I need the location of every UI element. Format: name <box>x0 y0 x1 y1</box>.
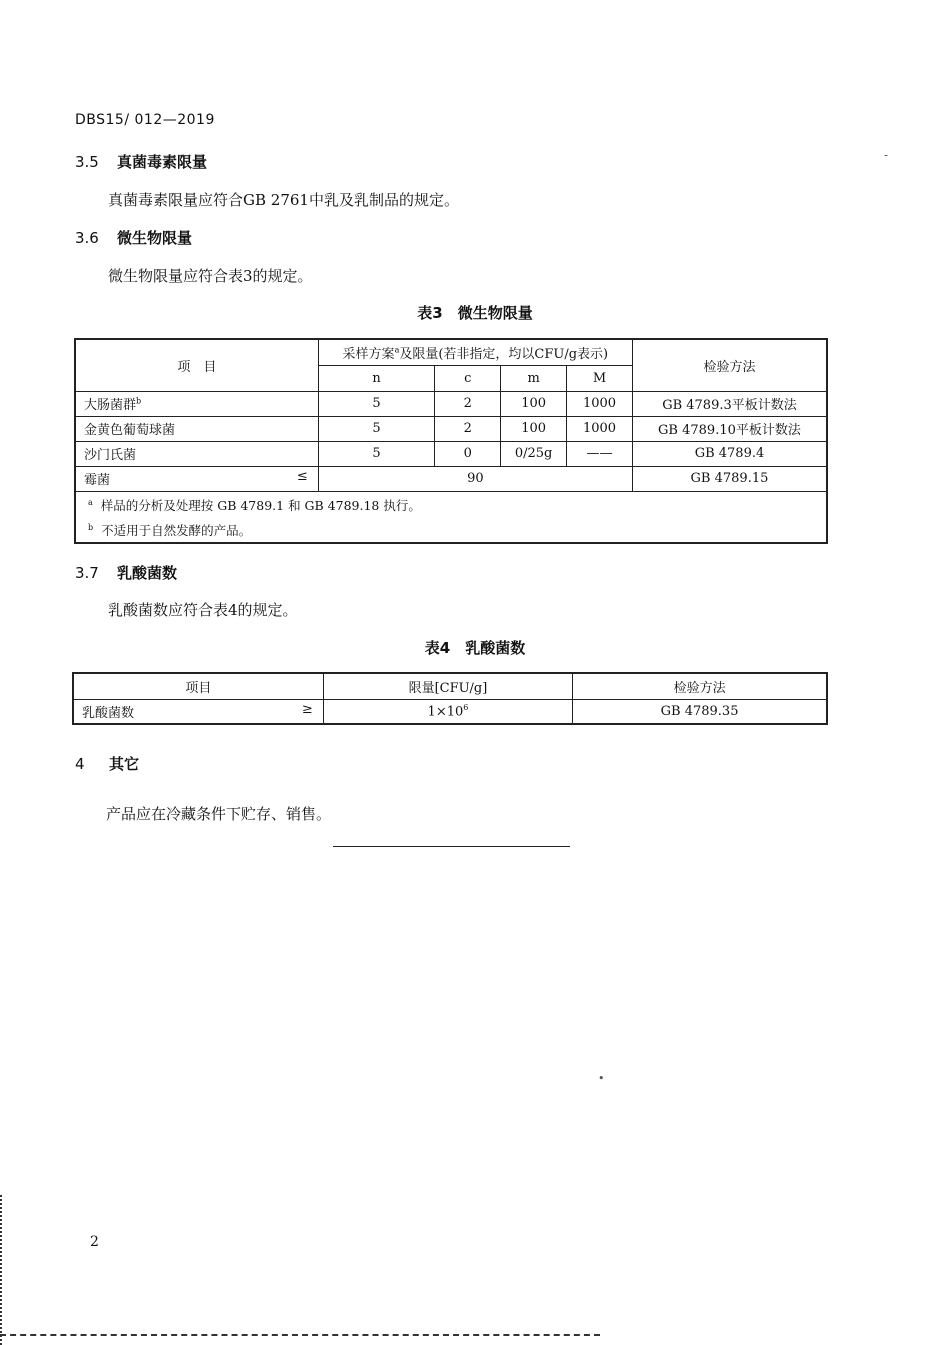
row-M: 1000 <box>567 416 633 441</box>
row-item: 大肠菌群$^b$ <box>75 391 318 416</box>
row-item: 霉菌 ≤ <box>75 466 318 491</box>
table3-header-item: 项 目 <box>75 339 318 391</box>
row-c: 2 <box>435 416 501 441</box>
section-4-text: 产品应在冷藏条件下贮存、销售。 <box>106 805 332 823</box>
row-n: 5 <box>318 391 435 416</box>
row-item: 乳酸菌数 ≥ <box>73 699 323 724</box>
scan-edge-left <box>0 1195 5 1345</box>
section-3-5-heading <box>75 151 207 172</box>
end-rule <box>333 846 570 847</box>
scan-mark: • <box>598 1072 605 1085</box>
page-number: 2 <box>90 1234 99 1250</box>
table4-lactic-acid-bacteria <box>72 672 828 725</box>
section-number: 3.5 <box>75 153 99 171</box>
note-b: $^b$ 不适用于自然发酵的产品。 <box>88 522 252 538</box>
table3-caption: 表3 微生物限量 <box>417 304 533 322</box>
row-m: 0/25g <box>501 441 567 466</box>
section-number: 3.7 <box>75 564 99 582</box>
table3-header-method: 检验方法 <box>632 339 827 391</box>
section-number: 4 <box>75 755 85 773</box>
table3-notes <box>75 491 827 543</box>
scan-mark: - <box>884 148 889 162</box>
section-title: 乳酸菌数 <box>117 564 178 582</box>
section-number: 3.6 <box>75 229 99 247</box>
table-row <box>75 391 827 416</box>
table3-header-n: n <box>318 365 435 391</box>
row-m: 100 <box>501 416 567 441</box>
scan-edge-bottom <box>0 1334 600 1336</box>
note-a: $^a$ 样品的分析及处理按 GB 4789.1 和 GB 4789.18 执行。 <box>88 497 421 513</box>
row-c: 2 <box>435 391 501 416</box>
table-row <box>75 441 827 466</box>
table3-header-c: c <box>435 365 501 391</box>
section-3-5-text: 真菌毒素限量应符合GB 2761中乳及乳制品的规定。 <box>108 191 459 209</box>
row-method: GB 4789.10平板计数法 <box>632 416 827 441</box>
section-title: 真菌毒素限量 <box>117 153 208 171</box>
row-method: GB 4789.3平板计数法 <box>632 391 827 416</box>
row-n: 5 <box>318 416 435 441</box>
row-M: 1000 <box>567 391 633 416</box>
row-M: —— <box>567 441 633 466</box>
document-code: DBS15/ 012—2019 <box>75 112 215 128</box>
row-m: 100 <box>501 391 567 416</box>
row-item: 金黄色葡萄球菌 <box>75 416 318 441</box>
table3-header-m: m <box>501 365 567 391</box>
table-row <box>75 416 827 441</box>
table4-header-limit: 限量[CFU/g] <box>323 673 572 699</box>
row-value: $1\times 10^6$ <box>323 699 572 724</box>
table3-header-plan: 采样方案$^a$及限量(若非指定，均以CFU/g表示) <box>318 339 632 365</box>
table3-header-M: M <box>567 365 633 391</box>
row-n: 5 <box>318 441 435 466</box>
row-method: GB 4789.4 <box>632 441 827 466</box>
row-method: GB 4789.15 <box>632 466 827 491</box>
section-3-6-heading <box>75 227 192 248</box>
table-row <box>73 699 827 724</box>
section-title: 其它 <box>109 755 140 773</box>
section-4-heading <box>75 753 139 774</box>
row-c: 0 <box>435 441 501 466</box>
row-item: 沙门氏菌 <box>75 441 318 466</box>
section-title: 微生物限量 <box>117 229 193 247</box>
section-3-6-text: 微生物限量应符合表3的规定。 <box>108 267 313 285</box>
table3-microbial-limits <box>74 338 828 544</box>
row-value: 90 <box>318 466 632 491</box>
section-3-7-heading <box>75 562 177 583</box>
row-method: GB 4789.35 <box>573 699 827 724</box>
table4-header-item: 项目 <box>73 673 323 699</box>
table4-header-method: 检验方法 <box>573 673 827 699</box>
table-row <box>75 466 827 491</box>
section-3-7-text: 乳酸菌数应符合表4的规定。 <box>108 601 298 619</box>
table4-caption: 表4 乳酸菌数 <box>424 639 526 657</box>
